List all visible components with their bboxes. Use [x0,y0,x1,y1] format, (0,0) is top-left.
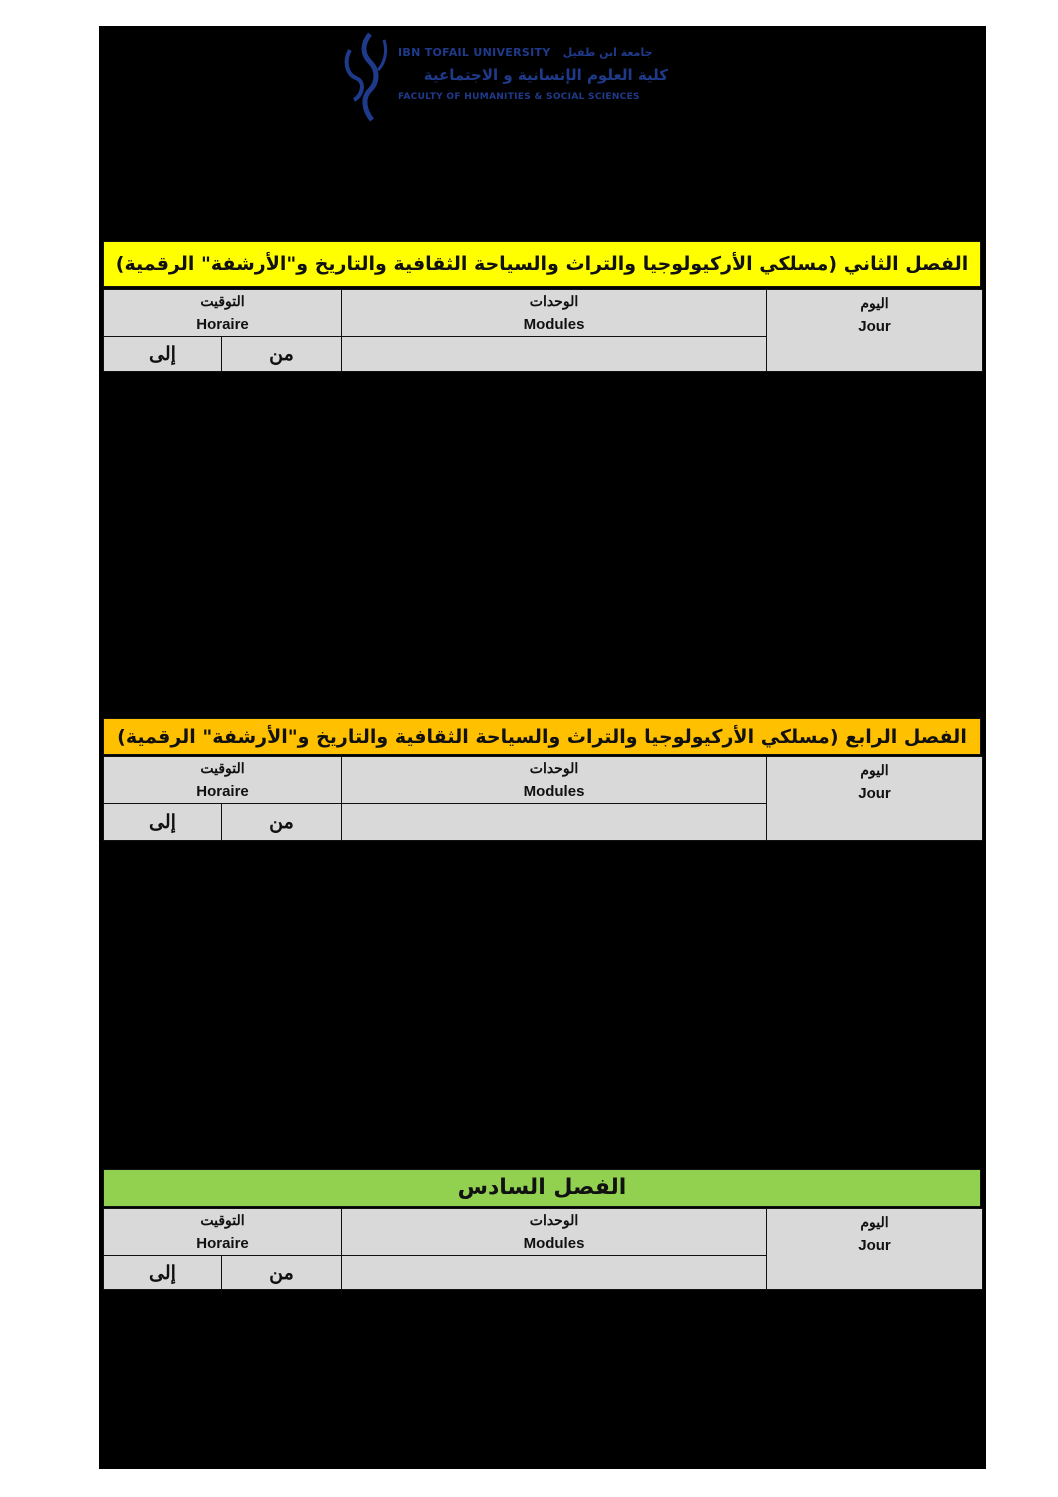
time-header-cell: التوقيت Horaire [103,289,342,337]
day-header-cell: اليوم Jour [766,289,983,372]
semester-2-title: الفصل الثاني (مسلكي الأركيولوجيا والتراث والسياحة الثقافية والتاريخ و"الأرشفة" الرقمية) [103,241,981,287]
modules-header-cell: الوحدات Modules [341,289,767,337]
day-header-cell: اليوم Jour [766,756,983,841]
faculty-name-ar: كلية العلوم الإنسانية و الاجتماعية [423,66,668,84]
modules-header-cell: الوحدات Modules [341,1208,767,1256]
semester-4-title: الفصل الرابع (مسلكي الأركيولوجيا والتراث والسياحة الثقافية والتاريخ و"الأرشفة" الرقمية) [103,718,981,755]
modules-header-cell: الوحدات Modules [341,756,767,804]
modules-empty-cell [341,1255,767,1290]
university-name-en: IBN TOFAIL UNIVERSITY جامعة ابن طفيل [398,46,653,59]
from-cell: من [221,803,342,841]
semester-6-title: الفصل السادس [103,1169,981,1207]
day-header-cell: اليوم Jour [766,1208,983,1290]
to-cell: إلى [103,803,222,841]
modules-empty-cell [341,336,767,372]
time-header-cell: التوقيت Horaire [103,756,342,804]
from-cell: من [221,336,342,372]
to-cell: إلى [103,336,222,372]
modules-empty-cell [341,803,767,841]
faculty-header [340,30,670,125]
time-header-cell: التوقيت Horaire [103,1208,342,1256]
university-logo-icon [340,30,392,122]
from-cell: من [221,1255,342,1290]
faculty-name-en: FACULTY OF HUMANITIES & SOCIAL SCIENCES [398,92,640,102]
to-cell: إلى [103,1255,222,1290]
